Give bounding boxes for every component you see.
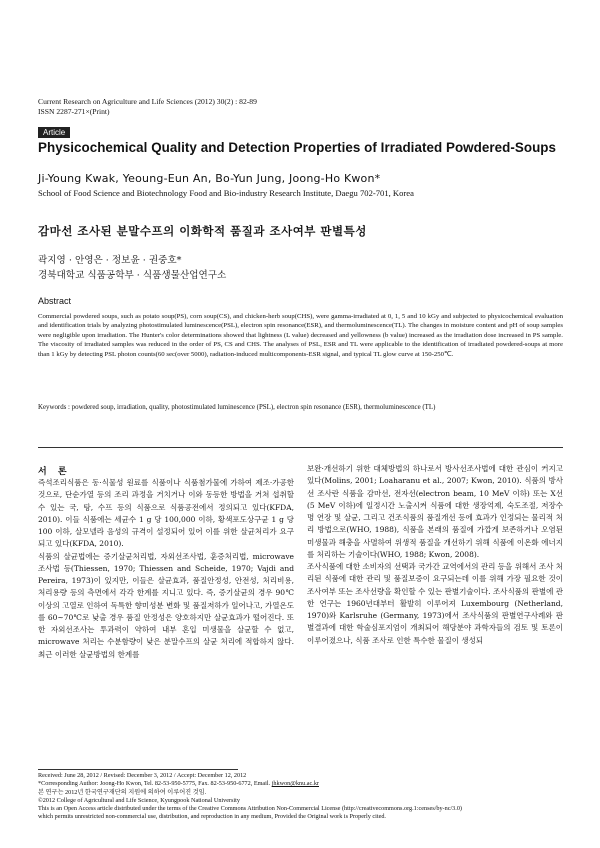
abstract-text: Commercial powdered soups, such as potato soup(PS), corn soup(CS), and chicken-herb soup(CHS), were gamma-irradiated at 0, 1, 5 and 10 kGy and subjected to physicochemical evaluation and identification trials by analyzing photostimulated luminescence(PSL), electron spin resonance(ESR), and thermoluminescence(TL). The changes in moisture content and pH of soup samples were negligible upon irradiation. The Hunter's color determinations showed that lightness (L value) decreased and yellowness (b value) increased as the irradiation dose increased in PS sample. The viscosity of irradiated samples was reduced in the order of PS, CS and CHS. The analyses of PSL, ESR and TL were applicable to the identification of irradiated powdered-soups at more than 1 kGy by detecting PSL photon counts(60 sec(over 5000), radiation-induced multicomponents-ESR signal, and typical TL glow curve at 150-250℃. [38,313,563,358]
abstract-heading: Abstract [38,296,72,306]
journal-header [38,97,257,117]
korean-affiliation: 경북대학교 식품공학부 · 식품생물산업연구소 [38,270,227,281]
footnotes [38,772,563,822]
article-type-badge: Article [38,127,70,138]
funding-note: 본 연구는 2012년 한국연구재단의 지원에 의하여 이루어진 것임. [38,788,207,796]
paragraph: 즉석조리식품은 동·식물성 원료를 식품이나 식품첨가물에 가하여 제조·가공한 것으로, 단순가열 등의 조리 과정을 거치거나 이와 동등한 방법을 거쳐 섭취할 수 있는 국, 탕, 수프 등의 식품으로 식품공전에서 정의되고 있다(KFDA, 2010). 이들 식품에는 세균수 1 g 당 100,000 이하, 황색포도상구균 1 g 당 100 이하, 살모넬라 음성의 규격이 설정되어 있어 이를 위한 살균처리가 요구되고 있다(KFDA, 2010). [38,478,294,549]
korean-title: 감마선 조사된 분말수프의 이화학적 품질과 조사여부 판별특성 [38,224,367,238]
paragraph: 조사식품에 대한 소비자의 선택과 국가간 교역에서의 관리 등을 위해서 조사 처리된 식품에 대한 관리 및 품질보증이 요구되는데 이를 위해 가장 필요한 것이 조사여부 또는 조사선량을 확인할 수 있는 판별기술이다. 조사식품의 판별에 관한 연구는 1960년대부터 활발히 이루어져 Luxembourg (Netherland, 1970)와 Karlsruhe (Germany, 1973)에서 조사식품의 판별연구사례와 판별결과에 대한 학술심포지엄이 개최되어 해당분야 과학자들의 검토 및 토론이 이루어졌으나, 식품 조사로 인한 특수한 물질이 생성되 [307,562,563,645]
paper-title: Physicochemical Quality and Detection Properties of Irradiated Powdered-Soups [38,140,557,155]
copyright: ©2012 College of Agricultural and Life Science, Kyungpook National University [38,796,240,804]
left-column [38,477,294,661]
corresponding-author [38,780,563,788]
paragraph: 식품의 살균법에는 증기살균처리법, 자외선조사법, 훈증처리법, microwave 조사법 등(Thiessen, 1970; Thiessen and Scheide, 1970; Vajdi and Pereira, 1973)이 있지만, 이들은 살균효과, 품질안정성, 안전성, 처리비용, 처리용량 등의 측면에서 각각 한계를 지니고 있다. 즉, 증기살균의 경우 90℃ 이상의 고열로 인하여 독특한 향미성분 변화 및 품질저하가 일어나고, 가열온도를 60~70℃로 낮출 경우 품질 안정성은 양호하지만 살균효과가 떨어진다. 또한 자외선조사는 투과력이 약하여 내부 혼입 미생물을 살균할 수 없고, microwave 처리는 수분함량이 낮은 분말수프의 살균 처리에 적합하지 않다. 최근 이러한 살균방법의 한계를 [38,551,294,659]
received-dates: Received: June 28, 2012 / Revised: December 3, 2012 / Accept: December 12, 2012 [38,772,247,779]
license-line-2: which permits unrestricted non-commercial use, distribution, and reproduction in any medium, Provided the Original work is Properly cited. [38,813,386,821]
right-column [307,463,563,647]
section-title-introduction: 서 론 [38,467,71,477]
email-link[interactable]: jhkwon@knu.ac.kr [271,780,319,788]
paragraph: 보완·개선하기 위한 대체방법의 하나로서 방사선조사법에 대한 관심이 커지고 있다(Molins, 2001; Loaharanu et al., 2007; Kwon, 2010). 식품의 방사선 조사란 식품을 감마선, 전자선(electron beam, 10 MeV 이하) 또는 X선(5 MeV 이하)에 일정시간 노출시켜 식품에 대한 생장억제, 숙도조절, 저장수명 연장 및 살균, 그리고 건조식품의 품질개선 등에 효과가 인정되는 물리적 처리 방법으로(WHO, 1988), 식품을 본래의 품질에 가깝게 보존하거나 오염된 미생물과 해충을 사멸하여 위생적 품질을 개선하기 위해 식품에 이온화 에너지를 처리하는 기술이다(WHO, 1988; Kwon, 2008). [307,464,563,559]
section-divider [38,447,563,448]
korean-author-list: 곽지영 · 안영은 · 정보윤 · 권중호* [38,255,182,266]
footnote-divider [38,769,238,770]
keywords: Keywords : powdered soup, irradiation, quality, photostimulated luminescence (PSL), electron spin resonance (ESR), thermoluminescence (TL) [38,404,436,411]
journal-citation: Current Research on Agriculture and Life Sciences (2012) 30(2) : 82-89 [38,97,257,106]
author-list: Ji-Young Kwak, Yeoung-Eun An, Bo-Yun Jung, Joong-Ho Kwon* [38,172,381,185]
affiliation: School of Food Science and Biotechnology Food and Bio-industry Research Institute, Daegu 702-701, Korea [38,188,414,198]
license-line-1: This is an Open Access article distributed under the terms of the Creative Commons Attribution Non-Commercial License (http://creativecommons.org.1:censes/by-nc/3.0) [38,805,462,813]
corresponding-text: *Corresponding Author: Joong-Ho Kwon, Tel. 82-53-950-5775, Fax. 82-53-950-6772, Email. [38,780,272,788]
journal-issn: ISSN 2287-271×(Print) [38,107,110,116]
